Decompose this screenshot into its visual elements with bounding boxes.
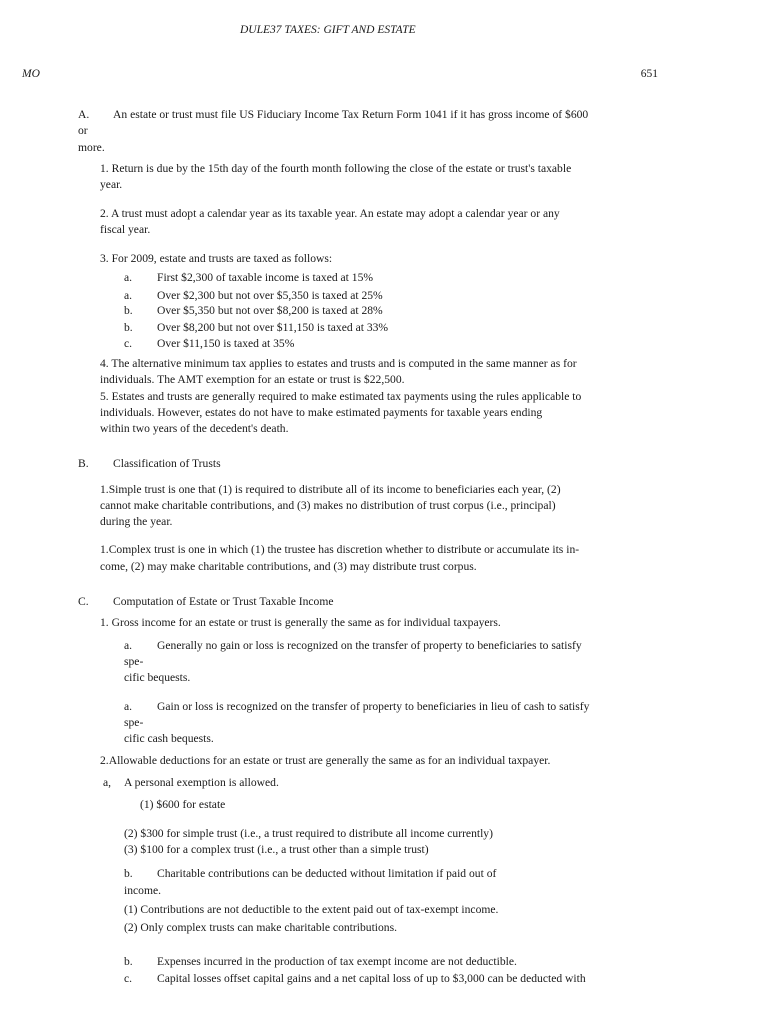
charity-sub1: (1) Contributions are not deductible to the extent paid out of tax-exempt income. (124, 903, 499, 916)
complex-trust-line1: 1.Complex trust is one in which (1) the trustee has discretion whether to distribute or accumulate its in- (100, 543, 580, 556)
capital-letter: c. (124, 972, 133, 985)
section-a-line3: more. (78, 141, 105, 154)
section-a-item3: 3. For 2009, estate and trusts are taxed as follows: (100, 252, 333, 265)
rate-letter: b. (124, 321, 133, 334)
capital-text: Capital losses offset capital gains and a net capital loss of up to $3,000 can be deducted with (157, 972, 586, 985)
gross-a-line3: cific bequests. (124, 671, 191, 684)
section-c-heading: Computation of Estate or Trust Taxable Income (113, 595, 334, 608)
section-a-item2-line1: 2. A trust must adopt a calendar year as its taxable year. An estate may adopt a calendar year or any (100, 207, 560, 220)
section-a-item2-line2: fiscal year. (100, 223, 151, 236)
section-c-letter: C. (78, 595, 89, 608)
rate-text: Over $8,200 but not over $11,150 is taxed at 33% (157, 321, 389, 334)
section-a-item1-line2: year. (100, 178, 123, 191)
section-b-heading: Classification of Trusts (113, 457, 221, 470)
section-a-item5-line1: 5. Estates and trusts are generally required to make estimated tax payments using the rules applicable to (100, 390, 582, 403)
rate-letter: a. (124, 271, 133, 284)
gross-a-line1: Generally no gain or loss is recognized on the transfer of property to beneficiaries to satisfy (157, 639, 582, 652)
allowable-deductions: 2.Allowable deductions for an estate or trust are generally the same as for an individual taxpayer. (100, 754, 551, 767)
simple-trust-line3: during the year. (100, 515, 173, 528)
gross-a-letter: a. (124, 639, 133, 652)
gross-b-line1: Gain or loss is recognized on the transfer of property to beneficiaries in lieu of cash to satisfy (157, 700, 590, 713)
exemption-letter: a, (103, 776, 112, 789)
gross-b-line3: cific cash bequests. (124, 732, 214, 745)
rate-text: Over $11,150 is taxed at 35% (157, 337, 295, 350)
charity-line2: income. (124, 884, 162, 897)
rate-text: Over $5,350 but not over $8,200 is taxed at 28% (157, 304, 383, 317)
rate-letter: a. (124, 289, 133, 302)
rate-letter: b. (124, 304, 133, 317)
section-a-line1: An estate or trust must file US Fiduciary Income Tax Return Form 1041 if it has gross income of $600 (113, 108, 589, 121)
exemption-simple-trust: (2) $300 for simple trust (i.e., a trust required to distribute all income currently) (124, 827, 493, 840)
gross-b-line2: spe- (124, 716, 144, 729)
section-a-item5-line2: individuals. However, estates do not have to make estimated payments for taxable years ending (100, 406, 543, 419)
gross-b-letter: a. (124, 700, 133, 713)
rate-letter: c. (124, 337, 133, 350)
section-a-item4-line1: 4. The alternative minimum tax applies to estates and trusts and is computed in the same manner as for (100, 357, 577, 370)
exemption-complex-trust: (3) $100 for a complex trust (i.e., a trust other than a simple trust) (124, 843, 429, 856)
complex-trust-line2: come, (2) may make charitable contributions, and (3) may distribute trust corpus. (100, 560, 477, 573)
exemption-estate: (1) $600 for estate (140, 798, 226, 811)
expenses-text: Expenses incurred in the production of tax exempt income are not deductible. (157, 955, 517, 968)
section-a-letter: A. (78, 108, 90, 121)
section-a-line2: or (78, 124, 88, 137)
section-a-item4-line2: individuals. The AMT exemption for an estate or trust is $22,500. (100, 373, 405, 386)
expenses-letter: b. (124, 955, 133, 968)
gross-a-line2: spe- (124, 655, 144, 668)
simple-trust-line2: cannot make charitable contributions, and (3) makes no distribution of trust corpus (i.e., principal) (100, 499, 556, 512)
simple-trust-line1: 1.Simple trust is one that (1) is required to distribute all of its income to beneficiaries each year, (2) (100, 483, 561, 496)
gross-income: 1. Gross income for an estate or trust is generally the same as for individual taxpayers. (100, 616, 501, 629)
section-b-letter: B. (78, 457, 89, 470)
exemption-text: A personal exemption is allowed. (124, 776, 279, 789)
section-a-item1-line1: 1. Return is due by the 15th day of the fourth month following the close of the estate or trust's taxable (100, 162, 572, 175)
rate-text: First $2,300 of taxable income is taxed at 15% (157, 271, 374, 284)
rate-text: Over $2,300 but not over $5,350 is taxed at 25% (157, 289, 383, 302)
charity-sub2: (2) Only complex trusts can make charitable contributions. (124, 921, 398, 934)
running-header-title: DULE37 TAXES: GIFT AND ESTATE (240, 24, 416, 36)
page-number: 651 (640, 68, 658, 80)
running-header-left: MO (22, 68, 40, 80)
charity-line1: Charitable contributions can be deducted without limitation if paid out of (157, 867, 497, 880)
charity-letter: b. (124, 867, 133, 880)
section-a-item5-line3: within two years of the decedent's death. (100, 422, 289, 435)
